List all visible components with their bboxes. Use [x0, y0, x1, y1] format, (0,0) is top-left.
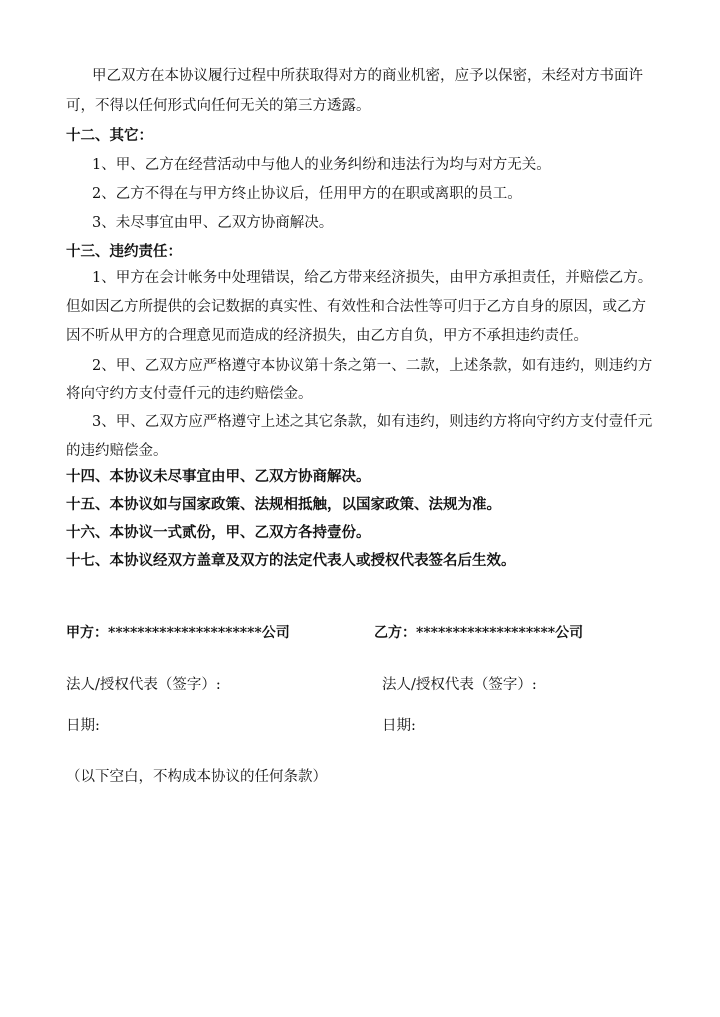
section-12-title: 十二、其它： [66, 127, 153, 144]
section-12-item-2: 2、乙方不得在与甲方终止协议后，任用甲方的在职或离职的员工。 [92, 186, 522, 202]
section-13-item-1-line-2: 但如因乙方所提供的会记数据的真实性、有效性和合法性等可归于乙方自身的原因，或乙方 [66, 299, 646, 315]
clause-15: 十五、本协议如与国家政策、法规相抵触，以国家政策、法规为准。 [66, 496, 501, 513]
section-13-item-2-line-2: 将向守约方支付壹仟元的违约赔偿金。 [66, 386, 313, 402]
section-13-item-1-line-1: 1、甲方在会计帐务中处理错误，给乙方带来经济损失，由甲方承担责任，并赔偿乙方。 [92, 270, 653, 286]
footer-note: （以下空白，不构成本协议的任何条款） [66, 769, 327, 785]
section-13-item-3-line-1: 3、甲、乙双方应严格遵守上述之其它条款，如有违约，则违约方将向守约方支付壹仟元 [92, 414, 653, 430]
section-12-item-1: 1、甲、乙方在经营活动中与他人的业务纠纷和违法行为均与对方无关。 [92, 157, 551, 173]
party-a-date-label: 日期: [66, 718, 100, 734]
clause-14: 十四、本协议未尽事宜由甲、乙双方协商解决。 [66, 468, 371, 485]
clause-16: 十六、本协议一式贰份，甲、乙双方各持壹份。 [66, 524, 371, 541]
party-b-date-label: 日期: [382, 718, 416, 734]
party-a-name: 甲方：*********************公司 [66, 625, 290, 641]
section-13-item-1-line-3: 因不听从甲方的合理意见而造成的经济损失，由乙方自负，甲方不承担违约责任。 [66, 328, 588, 344]
party-b-name: 乙方：*******************公司 [374, 625, 584, 641]
clause-17: 十七、本协议经双方盖章及双方的法定代表人或授权代表签名后生效。 [66, 552, 516, 569]
party-a-representative-label: 法人/授权代表（签字）: [66, 677, 221, 693]
section-12-item-3: 3、未尽事宜由甲、乙双方协商解决。 [92, 215, 334, 231]
party-b-representative-label: 法人/授权代表（签字）: [382, 677, 537, 693]
section-13-title: 十三、违约责任： [66, 243, 182, 260]
section-13-item-2-line-1: 2、甲、乙双方应严格遵守本协议第十条之第一、二款，上述条款，如有违约，则违约方 [92, 358, 653, 374]
confidentiality-line-1: 甲乙双方在本协议履行过程中所获取得对方的商业机密，应予以保密，未经对方书面许 [92, 68, 643, 84]
section-13-item-3-line-2: 的违约赔偿金。 [66, 443, 168, 459]
confidentiality-line-2: 可，不得以任何形式向任何无关的第三方透露。 [66, 98, 371, 114]
